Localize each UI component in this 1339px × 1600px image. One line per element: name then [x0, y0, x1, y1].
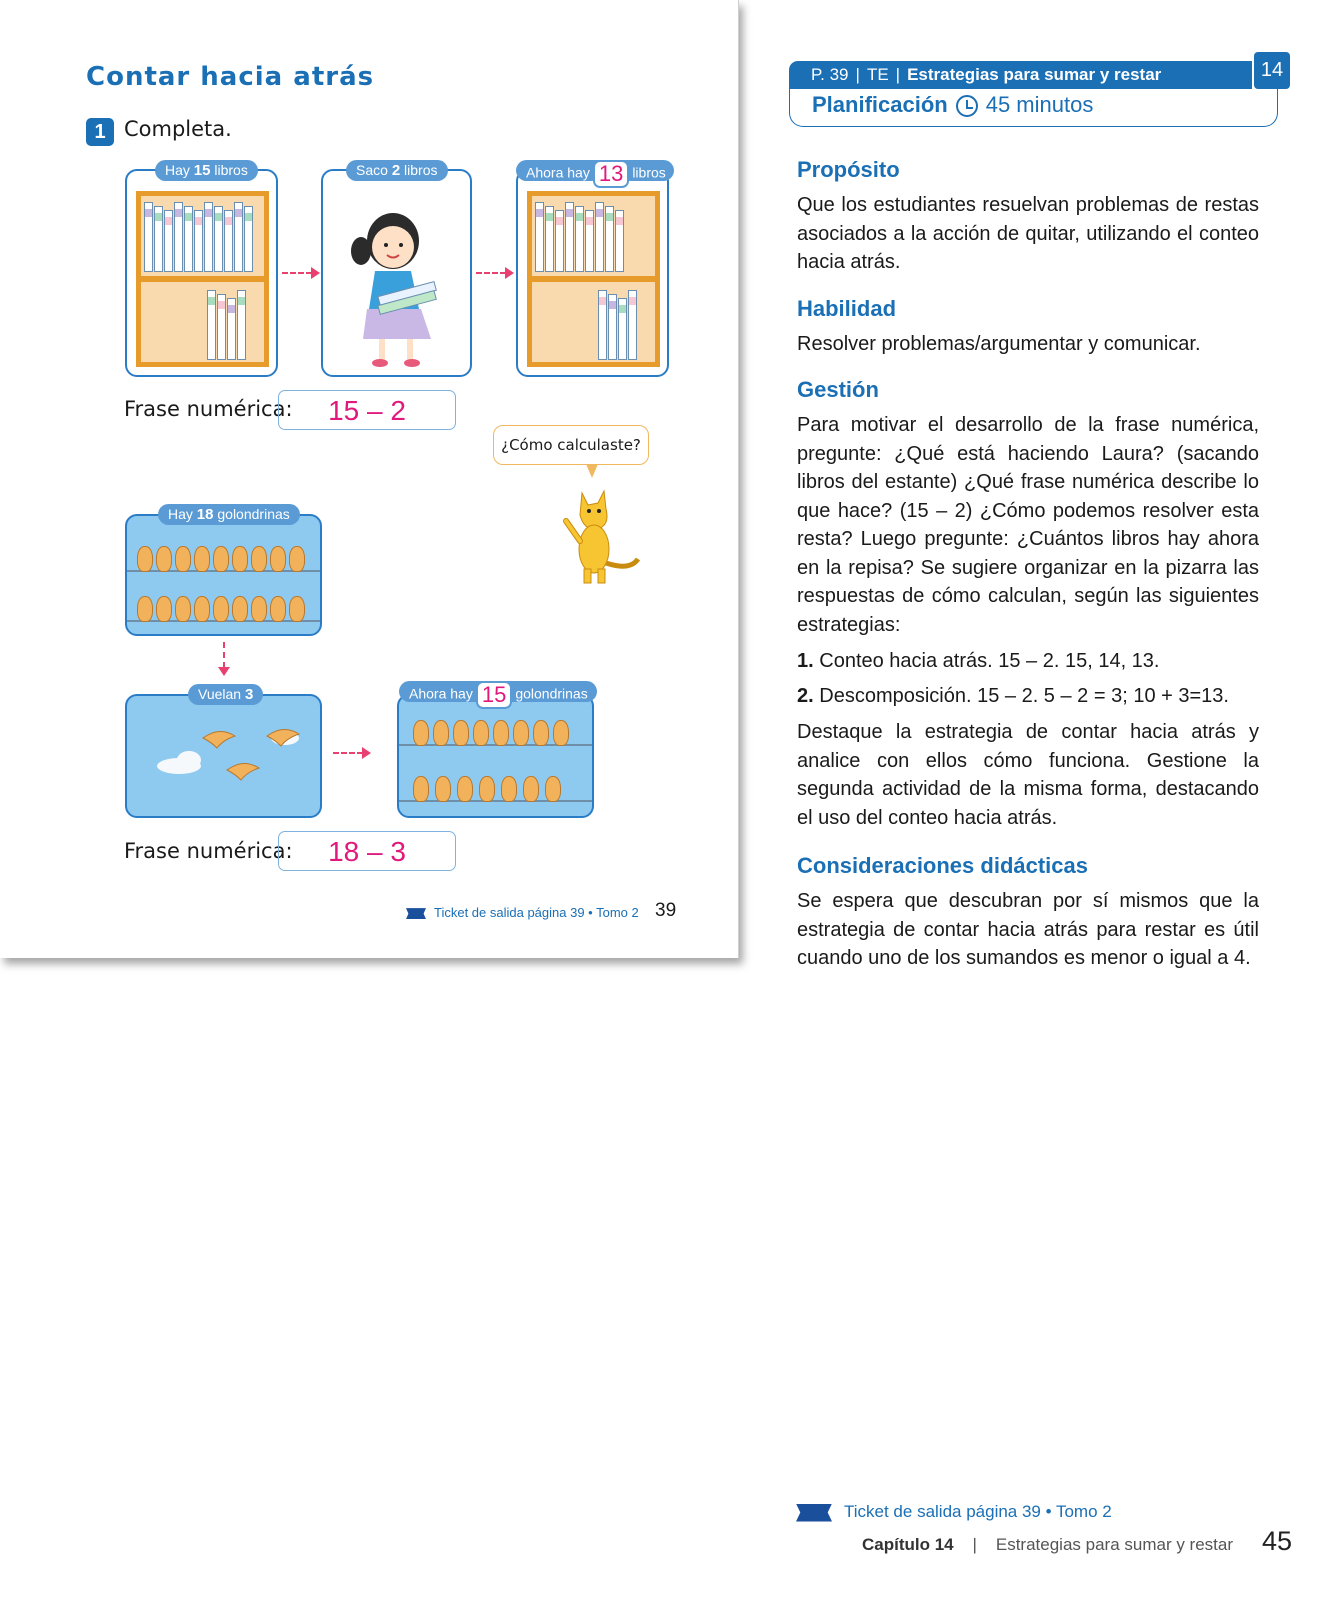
frase-label-1: Frase numérica: [124, 397, 293, 421]
speech-bubble: ¿Cómo calculaste? [493, 425, 649, 465]
swallow-bird [553, 720, 569, 746]
frase-answer-2[interactable]: 18 – 3 [278, 831, 456, 871]
ticket-icon [406, 908, 426, 919]
arrow-right [333, 752, 363, 756]
book [595, 202, 604, 272]
student-page-number: 39 [655, 900, 677, 921]
frase-label-2: Frase numérica: [124, 839, 293, 863]
swallow-bird [413, 720, 429, 746]
book [164, 210, 173, 272]
swallow-bird [479, 776, 495, 802]
birds-label-1: Hay 18 golondrinas [158, 504, 300, 525]
birds-label-2: Vuelan 3 [188, 684, 263, 705]
books-label-3: Ahora hay 13 libros [516, 160, 674, 181]
swallow-bird [270, 596, 286, 622]
book [244, 206, 253, 272]
book [224, 210, 233, 272]
books-panel-3 [516, 169, 669, 377]
book [214, 206, 223, 272]
planning-bar: Planificación 45 minutos [789, 89, 1278, 127]
book [598, 290, 607, 360]
arrow-right [476, 272, 506, 276]
habilidad-heading: Habilidad [797, 296, 897, 321]
swallow-bird [457, 776, 473, 802]
gestion-heading: Gestión [797, 377, 879, 402]
swallow-bird [175, 596, 191, 622]
book [154, 206, 163, 272]
swallow-bird [473, 720, 489, 746]
books-label-1: Hay 15 libros [155, 160, 258, 181]
swallow-bird [137, 546, 153, 572]
swallow-bird [453, 720, 469, 746]
proposito-text: Que los estudiantes resuelvan problemas de restas asociados a la acción de quitar, utilizando el conteo hacia atrás. [797, 194, 1259, 273]
book [194, 210, 203, 272]
exercise-number: 1 [86, 118, 114, 146]
swallow-bird [156, 546, 172, 572]
strategy-1: 1. Conteo hacia atrás. 15 – 2. 15, 14, 13. [797, 650, 1160, 672]
book [535, 202, 544, 272]
book [545, 206, 554, 272]
strategy-2: 2. Descomposición. 15 – 2. 5 – 2 = 3; 10 + 3=13. [797, 685, 1229, 707]
teacher-header: P. 39 | TE | Estrategias para sumar y restar [789, 61, 1252, 89]
swallow-bird [433, 720, 449, 746]
books-label-2: Saco 2 libros [346, 160, 448, 181]
student-page [0, 0, 739, 958]
swallow-bird [545, 776, 561, 802]
teacher-footer: Capítulo 14 | Estrategias para sumar y restar [862, 1535, 1234, 1554]
arrow-down [223, 642, 227, 668]
swallow-bird [137, 596, 153, 622]
swallow-bird [232, 546, 248, 572]
girl-carrying-books-illustration [323, 171, 470, 375]
birds-panel-3 [397, 694, 594, 818]
swallow-bird [270, 546, 286, 572]
proposito-heading: Propósito [797, 157, 900, 182]
arrow-right [282, 272, 312, 276]
birds-panel-2 [125, 694, 322, 818]
swallow-bird [513, 720, 529, 746]
birds-label-3: Ahora hay 15 golondrinas [399, 681, 597, 702]
books-panel-1 [125, 169, 278, 377]
cat-mascot-illustration [560, 485, 645, 585]
book [207, 290, 216, 360]
consideraciones-text: Se espera que descubran por sí mismos que la estrategia de contar hacia atrás para restar es útil cuando uno de los sumandos es menor o igual a 4. [797, 890, 1259, 969]
swallow-bird [232, 596, 248, 622]
swallow-bird [251, 596, 267, 622]
frase-answer-1[interactable]: 15 – 2 [278, 390, 456, 430]
flying-birds-illustration [127, 696, 320, 816]
swallow-bird [194, 596, 210, 622]
swallow-bird [533, 720, 549, 746]
book [585, 210, 594, 272]
swallow-bird [194, 546, 210, 572]
gestion-text-2: Destaque la estrategia de contar hacia atrás y analice con ellos cómo funciona. Gestione la segunda actividad de la misma forma, destacando el uso del conteo hacia atrás. [797, 721, 1259, 829]
swallow-bird [435, 776, 451, 802]
book [204, 202, 213, 272]
bookshelf-full [136, 191, 269, 367]
book [575, 206, 584, 272]
book [217, 294, 226, 360]
book [184, 206, 193, 272]
student-footer-ticket: Ticket de salida página 39 • Tomo 2 [406, 905, 639, 920]
ticket-icon [796, 1504, 832, 1522]
book [174, 202, 183, 272]
swallow-bird [493, 720, 509, 746]
book [565, 202, 574, 272]
teacher-page-number: 45 [1262, 1526, 1293, 1556]
gestion-text: Para motivar el desarrollo de la frase numérica, pregunte: ¿Qué está haciendo Laura? (sacando libros del estante) ¿Qué frase numérica describe lo que hace? (15 – 2) ¿Cómo podemos resolver esta resta? Luego pregunte: ¿Cuántos libros hay ahora en la repisa? Se sugiere organizar en la pizarra las respuestas de cómo calculan, según las siguientes estrategias: [797, 414, 1259, 636]
book [234, 202, 243, 272]
book [628, 290, 637, 360]
exercise-instruction: Completa. [124, 117, 232, 141]
book [237, 290, 246, 360]
swallow-bird [413, 776, 429, 802]
swallow-bird [289, 596, 305, 622]
swallow-bird [175, 546, 191, 572]
swallow-bird [289, 546, 305, 572]
book [144, 202, 153, 272]
page-title: Contar hacia atrás [86, 62, 375, 92]
swallow-bird [213, 546, 229, 572]
books-panel-2 [321, 169, 472, 377]
book [605, 206, 614, 272]
swallow-bird [523, 776, 539, 802]
book [227, 298, 236, 360]
answer-box[interactable]: 13 [593, 160, 629, 188]
swallow-bird [156, 596, 172, 622]
swallow-bird [213, 596, 229, 622]
chapter-tab: 14 [1254, 52, 1290, 89]
bookshelf-remaining [527, 191, 660, 367]
book [615, 210, 624, 272]
birds-panel-1 [125, 514, 322, 636]
alarm-clock-icon [956, 95, 978, 117]
book [608, 294, 617, 360]
swallow-bird [251, 546, 267, 572]
habilidad-text: Resolver problemas/argumentar y comunicar. [797, 333, 1201, 355]
swallow-bird [501, 776, 517, 802]
book [555, 210, 564, 272]
teacher-footer-ticket: Ticket de salida página 39 • Tomo 2 [796, 1502, 1112, 1522]
answer-box[interactable]: 15 [476, 681, 512, 709]
consideraciones-heading: Consideraciones didácticas [797, 853, 1088, 878]
book [618, 298, 627, 360]
